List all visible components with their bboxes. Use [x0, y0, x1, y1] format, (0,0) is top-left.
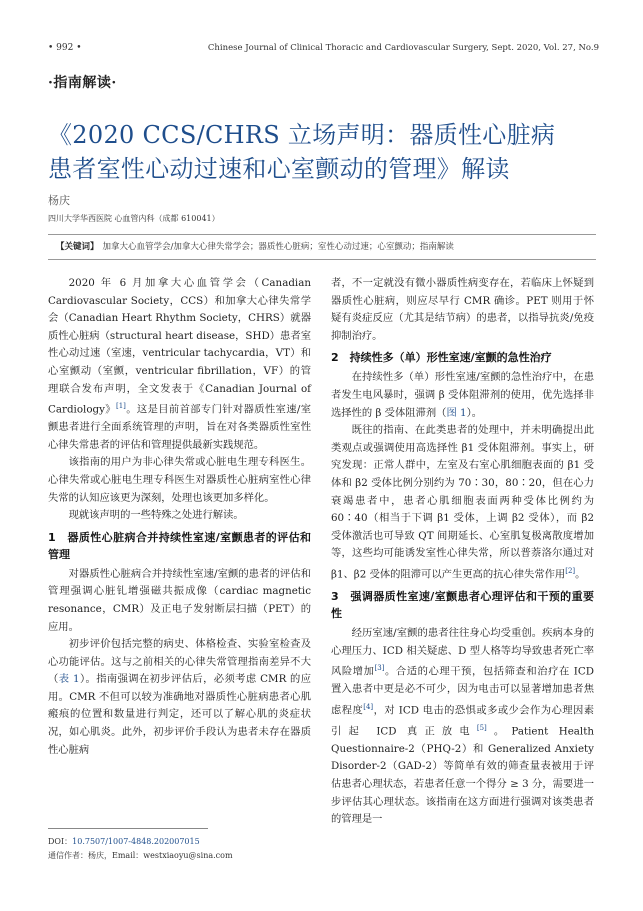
keywords-text: 加拿大心血管学会/加拿大心律失常学会；器质性心脏病；室性心动过速；心室颤动；指南解读	[102, 242, 454, 252]
paragraph: 既往的指南、在此类患者的处理中，并未明确提出此类观点或强调使用高选择性 β1 受体阻滞剂。事实上，研究发现：正常人群中，左室及右室心肌细胞表面的 β1 受体和 β2 受体比例分别约为 70∶30，80∶20，但在心力衰竭患者中，患者心肌细胞表面两种受体比例约为 60∶40（相当于下调 β1 受体，上调 β2 受体），而 β2 受体激活也可导致 QT 间期延长、心室肌复极离散度增加等，这些均可能诱发室性心律失常，所以普萘洛尔通过对 β1、β2 受体的阻滞可以产生更高的抗心律失常作用[2]。	[331, 424, 594, 581]
figure-reference-link[interactable]: 图 1	[446, 406, 467, 419]
footnote-rule	[48, 828, 208, 829]
citation[interactable]: [4]	[363, 702, 374, 711]
keywords-label: 【关键词】	[56, 242, 99, 252]
citation[interactable]: [1]	[115, 402, 126, 411]
title-line-1: 《2020 CCS/CHRS 立场声明：器质性心脏病	[48, 121, 556, 149]
left-column	[48, 275, 311, 759]
paragraph: 现就该声明的一些特殊之处进行解读。	[68, 509, 244, 522]
keywords-top-rule	[48, 234, 596, 235]
paragraph: 初步评价包括完整的病史、体格检查、实验室检查及心功能评估。这与之前相关的心律失常管理指南差异不大（表 1）。指南强调在初步评估后，必须考虑 CMR 的应用。CMR 不但可以较为准确地对器质性心脏病患者心肌瘢痕的位置和数量进行判定，还可以了解心肌的炎症状况，如心肌炎。此外，初步评价手段认为患者未存在器质性心脏病	[48, 638, 311, 756]
citation[interactable]: [2]	[565, 566, 576, 575]
paragraph: 者，不一定就没有微小器质性病变存在，若临床上怀疑到器质性心脏病，则应尽早行 CMR 确诊。PET 则用于怀疑有炎症反应（尤其是结节病）的患者，以指导抗炎/免疫抑制治疗。	[331, 277, 594, 342]
paragraph: 对器质性心脏病合并持续性室速/室颤的患者的评估和管理强调心脏钆增强磁共振成像（cardiac magnetic resonance，CMR）及正电子发射断层扫描（PET）的应用。	[48, 567, 311, 633]
section-label: ·指南解读·	[48, 75, 117, 91]
citation[interactable]: [3]	[374, 664, 385, 673]
right-column	[331, 275, 594, 829]
title-line-2: 患者室性心动过速和心室颤动的管理》解读	[48, 155, 510, 183]
author: 杨庆	[48, 194, 70, 207]
section-heading-2: 2 持续性多（单）形性室速/室颤的急性治疗	[331, 351, 552, 365]
paragraph: 在持续性多（单）形性室速/室颤的急性治疗中，在患者发生电风暴时，强调 β 受体阻滞剂的使用，优先选择非选择性的 β 受体阻滞剂（图 1）。	[331, 371, 594, 419]
paragraph: 经历室速/室颤的患者往往身心均受重创。疾病本身的心理压力、ICD 相关疑虑、D 型人格等均导致患者死亡率风险增加[3]。合适的心理干预，包括筛查和治疗在 ICD 置入患者中更是必不可少，因为电击可以显著增加患者焦虑程度[4]，对 ICD 电击的恐惧或多或少会作为心理因素引起 ICD 真正放电[5]。Patient Health Questionnaire-2（PHQ-2）和 Generalized Anxiety Disorder-2（GAD-2）等简单有效的筛查量表被用于评估患者心理状态，若患者任意一个得分 ≥ 3 分，需要进一步评估其心理状态。该指南在这方面进行强调对该类患者的管理是一	[331, 626, 595, 826]
page-number: • 992 •	[48, 43, 82, 53]
journal-header: Chinese Journal of Clinical Thoracic and Cardiovascular Surgery, Sept. 2020, Vol. 27, No.9	[207, 43, 599, 53]
citation[interactable]: [5]	[476, 723, 487, 732]
keywords-bottom-rule	[48, 259, 596, 260]
paragraph: 该指南的用户为非心律失常或心脏电生理专科医生。心律失常或心脏电生理专科医生对器质性心脏病室性心律失常的认知应该更为深刻，处理也该更加多样化。	[48, 456, 311, 504]
doi-link[interactable]: 10.7507/1007-4848.202007015	[72, 837, 200, 846]
table-reference-link[interactable]: 表 1	[58, 673, 80, 686]
section-heading-3: 3 强调器质性室速/室颤患者心理评估和干预的重要性	[331, 589, 594, 620]
doi: DOI：10.7507/1007-4848.202007015	[48, 837, 200, 846]
affiliation: 四川大学华西医院 心血管内科（成都 610041）	[48, 214, 220, 223]
section-heading-1: 1 器质性心脏病合并持续性室速/室颤患者的评估和管理	[48, 530, 311, 561]
article-title	[48, 118, 555, 186]
paragraph: 2020 年 6 月加拿大心血管学会（Canadian Cardiovascular Society，CCS）和加拿大心律失常学会（Canadian Heart Rhythm Society，CHRS）就器质性心脏病（structural heart disease，SHD）患者室性心动过速（室速，ventricular tachycardia，VT）和心室颤动（室颤，ventricular fibrillation，VF）的管理联合发布声明，全文发表于《Canadian Journal of Cardiology》[1]。这是目前首部专门针对器质性室速/室颤患者进行全面系统管理的声明，旨在对各类器质性室性心律失常患者的评估和管理提供最新实践规范。	[48, 277, 312, 451]
keywords	[56, 240, 596, 252]
correspondence: 通信作者：杨庆，Email：westxiaoyu@sina.com	[48, 851, 233, 860]
